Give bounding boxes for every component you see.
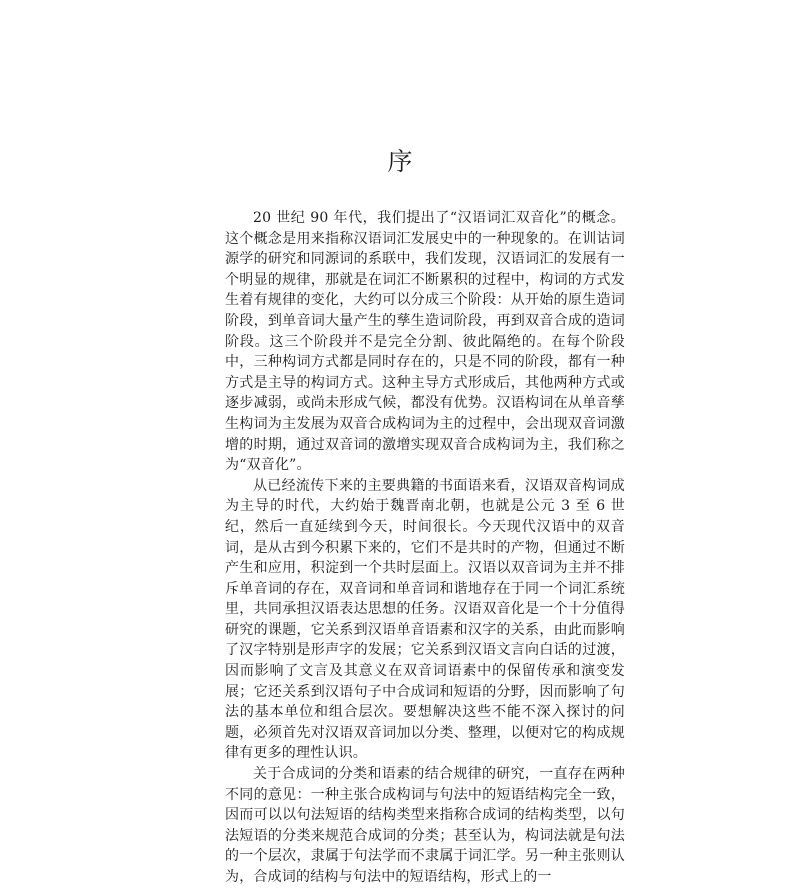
paragraph-2: 从已经流传下来的主要典籍的书面语来看，汉语双音构词成为主导的时代，大约始于魏晋南北朝，也就是公元 3 至 6 世纪，然后一直延续到今天，时间很长。今天现代汉语中的双音词，是从古到今积累下来的，它们不是共时的产物，但通过不断产生和应用，积淀到一个共时层面上。汉语以双音词为主并不排斥单音词的存在，双音词和单音词和谐地存在于同一个词汇系统里，共同承担汉语表达思想的任务。汉语双音化是一个十分值得研究的课题，它关系到汉语单音语素和汉字的关系，由此而影响了汉字特别是形声字的发展；它关系到汉语文言向白话的过渡，因而影响了文言及其意义在双音词语素中的保留传承和演变发展；它还关系到汉语句子中合成词和短语的分野，因而影响了句法的基本单位和组合层次。要想解决这些不能不深入探讨的问题，必须首先对汉语双音词加以分类、整理，以便对它的构成规律有更多的理性认识。 <box>225 477 625 762</box>
body-text <box>225 208 625 888</box>
paragraph-3: 关于合成词的分类和语素的结合规律的研究，一直存在两种不同的意见：一种主张合成构词与句法中的短语结构完全一致，因而可以以句法短语的结构类型来指称合成词的结构类型，以句法短语的分类来规范合成词的分类；甚至认为，构词法就是句法的一个层次，隶属于句法学而不隶属于词汇学。另一种主张则认为，合成词的结构与句法中的短语结构，形式上的一 <box>225 766 625 885</box>
paragraph-1: 20 世纪 90 年代，我们提出了“汉语词汇双音化”的概念。这个概念是用来指称汉语词汇发展史中的一种现象的。在训诂词源学的研究和同源词的系联中，我们发现，汉语词汇的发展有一个明显的规律，那就是在词汇不断累积的过程中，构词的方式发生着有规律的变化，大约可以分成三个阶段：从开始的原生造词阶段，到单音词大量产生的孳生造词阶段，再到双音合成的造词阶段。这三个阶段并不是完全分割、彼此隔绝的。在每个阶段中，三种构词方式都是同时存在的，只是不同的阶段，都有一种方式是主导的构词方式。这种主导方式形成后，其他两种方式或逐步减弱，或尚未形成气候，都没有优势。汉语构词在从单音孳生构词为主发展为双音合成构词为主的过程中，会出现双音词激增的时期，通过双音词的激增实现双音合成构词为主，我们称之为“双音化”。 <box>225 210 625 474</box>
page-title: 序 <box>387 147 413 176</box>
